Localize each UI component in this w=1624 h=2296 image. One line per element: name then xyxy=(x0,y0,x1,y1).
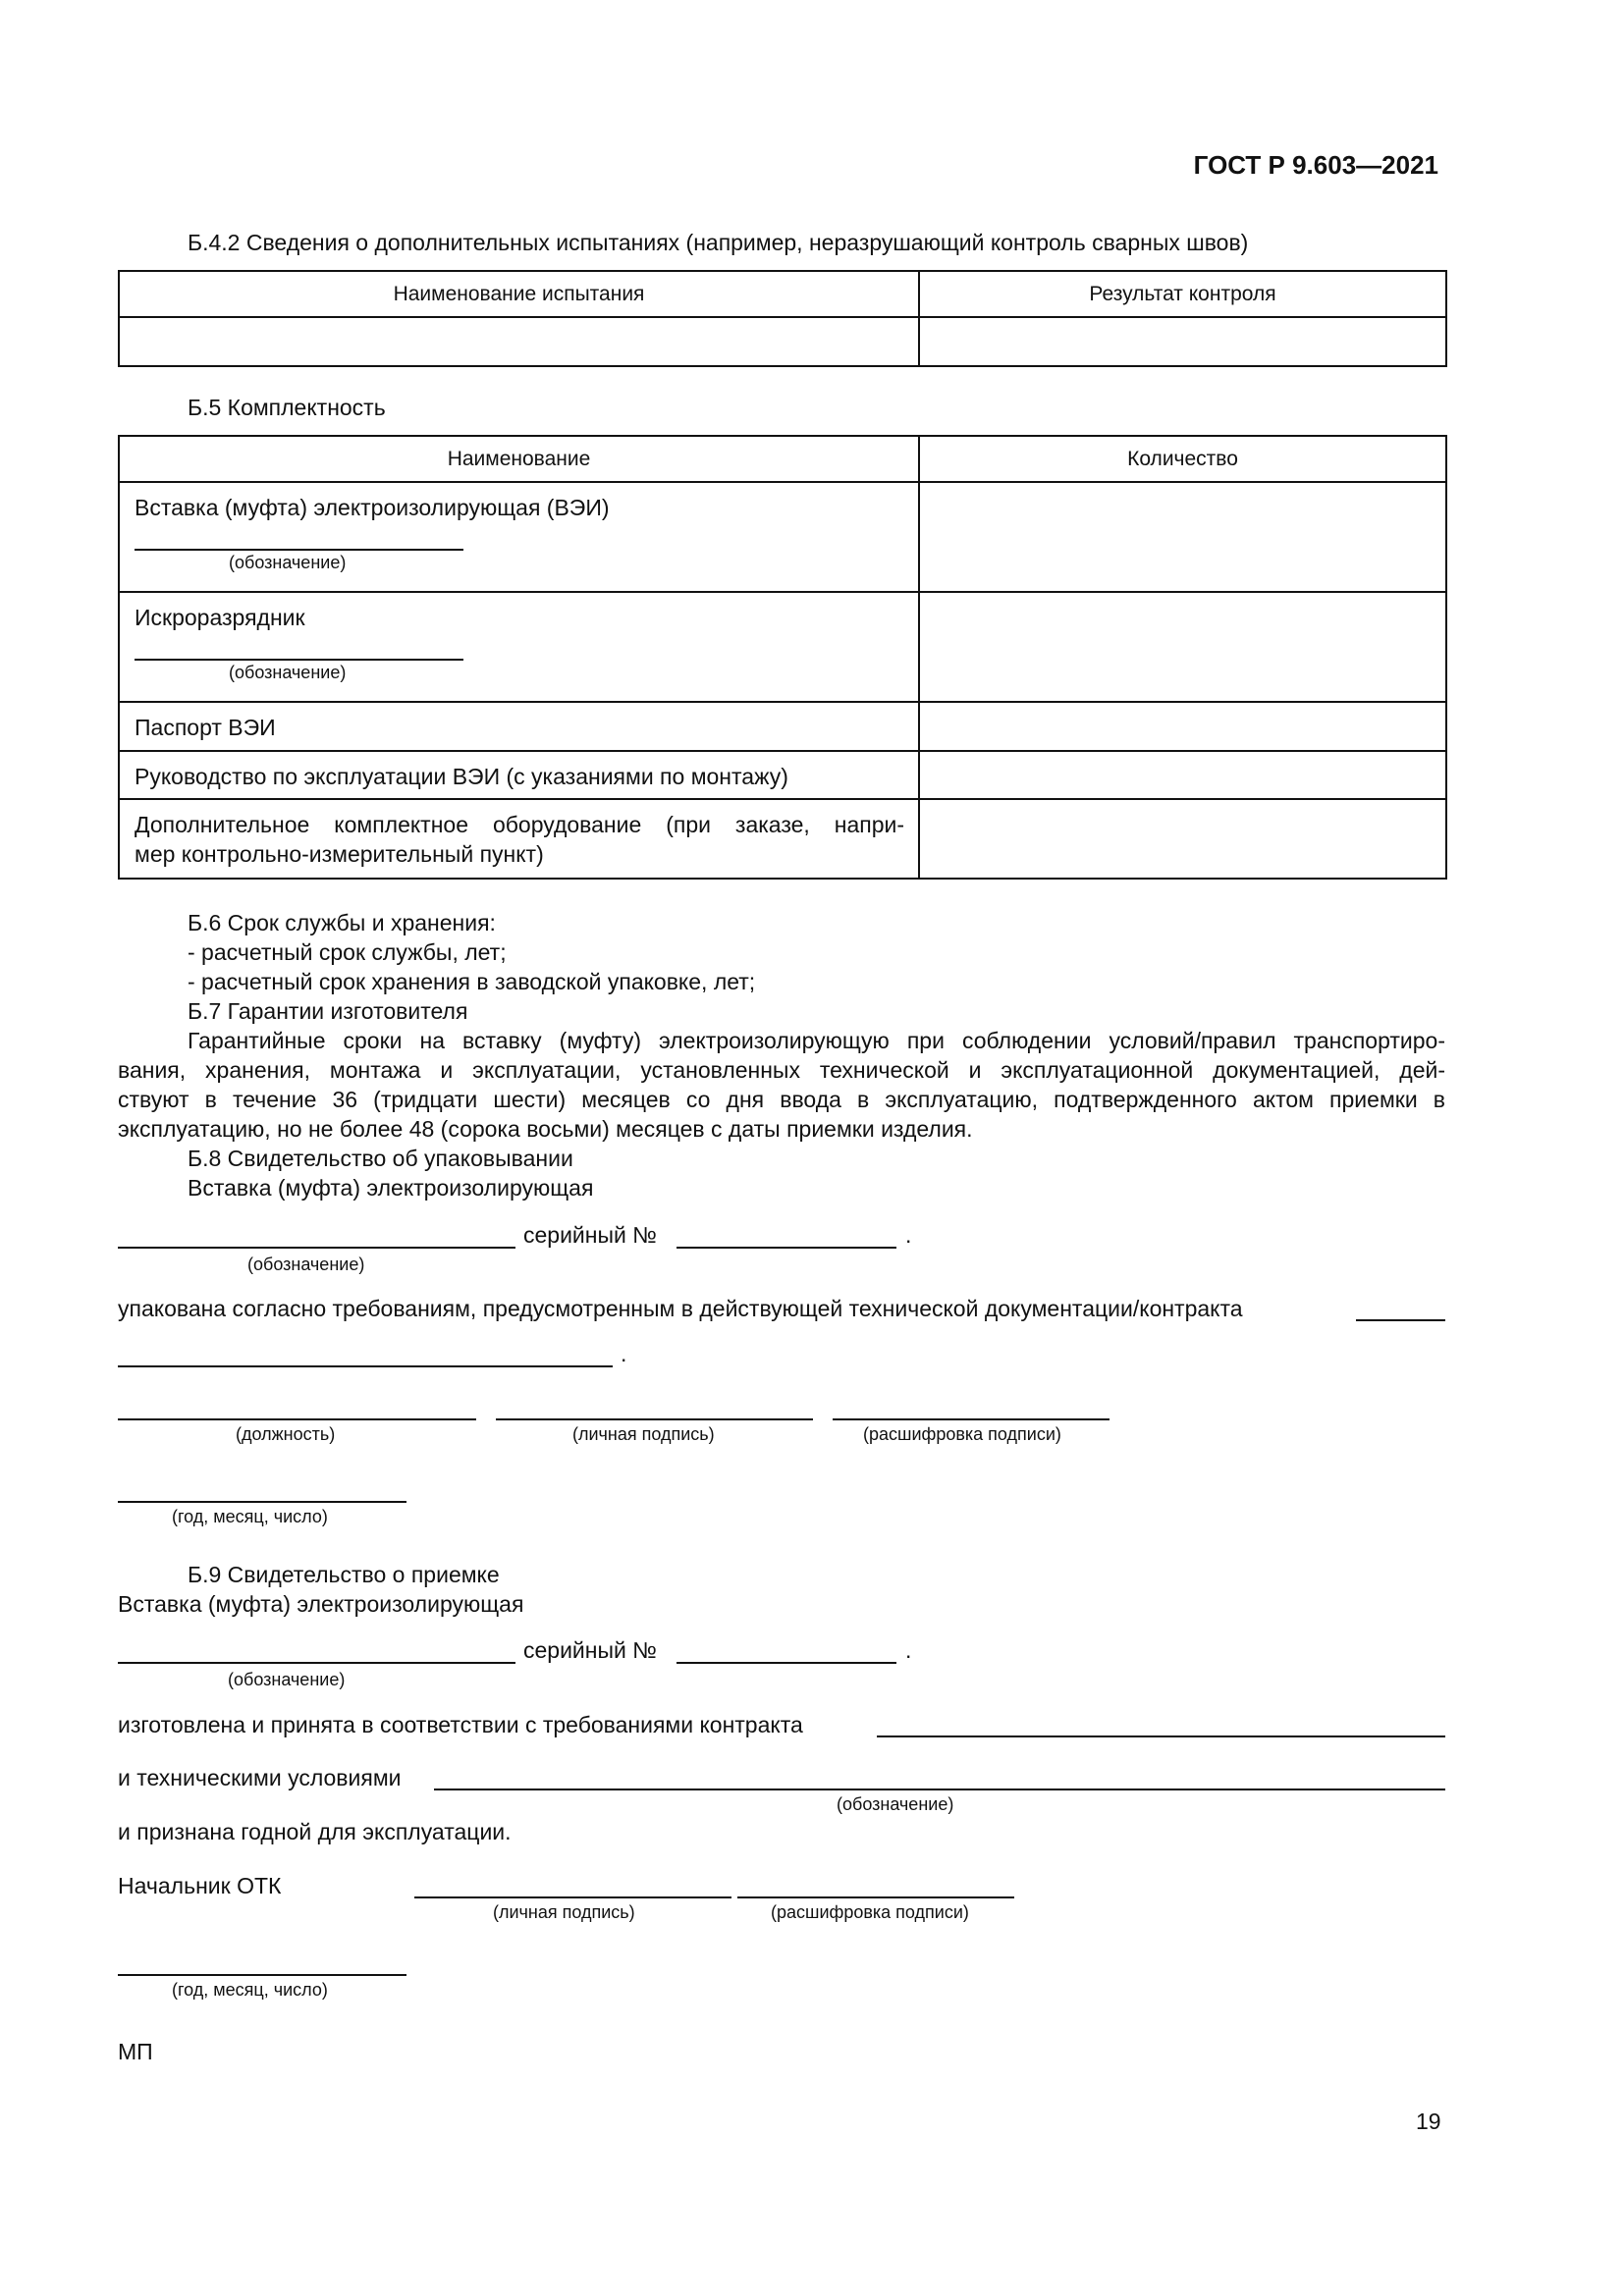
contract-line-2 xyxy=(118,1365,613,1367)
designation-caption: (обозначение) xyxy=(228,1670,346,1689)
designation-caption: (обозначение) xyxy=(247,1255,365,1274)
position-line xyxy=(118,1418,476,1420)
stamp-mark: МП xyxy=(118,2039,153,2064)
signature-decoding-caption: (расшифровка подписи) xyxy=(863,1424,1061,1444)
table-cell xyxy=(119,702,919,751)
section-b9-title: Б.9 Свидетельство о приемке xyxy=(188,1562,500,1587)
quantity-cell xyxy=(919,592,1446,702)
otk-label: Начальник ОТК xyxy=(118,1873,282,1898)
signature-line xyxy=(496,1418,813,1420)
serial-number-line xyxy=(677,1247,896,1249)
table-cell xyxy=(119,592,919,702)
quantity-cell xyxy=(919,482,1446,592)
table-cell xyxy=(119,799,919,879)
table-row xyxy=(119,702,1446,751)
section-b42-title: Б.4.2 Сведения о дополнительных испытаниях (например, неразрушающий контроль сварных швов) xyxy=(188,230,1249,255)
table-row xyxy=(119,592,1446,702)
section-b8-title: Б.8 Свидетельство об упаковывании xyxy=(188,1146,573,1171)
quantity-cell xyxy=(919,799,1446,879)
table-cell xyxy=(919,317,1446,366)
section-b5-title: Б.5 Комплектность xyxy=(188,395,386,420)
date-line xyxy=(118,1974,406,1976)
paragraph-line: вания, хранения, монтажа и эксплуатации, установленных технической и эксплуатационной документацией, дей- xyxy=(118,1057,1445,1083)
signature-decoding-line xyxy=(833,1418,1110,1420)
col-header-test-name: Наименование испытания xyxy=(119,271,919,317)
signature-caption: (личная подпись) xyxy=(493,1902,635,1922)
serial-label: серийный № xyxy=(523,1222,657,1248)
paragraph-line: ствуют в течение 36 (тридцати шести) месяцев со дня ввода в эксплуатацию, подтвержденного актом приемки в xyxy=(118,1087,1445,1112)
signature-decoding-caption: (расшифровка подписи) xyxy=(771,1902,969,1922)
period: . xyxy=(905,1637,912,1663)
made-text: изготовлена и принята в соответствии с требованиями контракта xyxy=(118,1712,803,1737)
fit-text: и признана годной для эксплуатации. xyxy=(118,1819,512,1844)
col-header-control-result: Результат контроля xyxy=(919,271,1446,317)
item-name: Паспорт ВЭИ xyxy=(135,715,276,740)
table-row xyxy=(119,751,1446,799)
designation-caption: (обозначение) xyxy=(229,553,347,572)
completeness-table xyxy=(118,435,1447,880)
section-b7-title: Б.7 Гарантии изготовителя xyxy=(188,998,468,1024)
list-item: - расчетный срок хранения в заводской упаковке, лет; xyxy=(188,969,756,994)
serial-number-line xyxy=(677,1662,896,1664)
item-name: Вставка (муфта) электроизолирующая (ВЭИ) xyxy=(135,495,610,520)
item-name-line-2: мер контрольно-измерительный пункт) xyxy=(135,841,544,867)
date-caption: (год, месяц, число) xyxy=(172,1980,328,2000)
designation-line xyxy=(118,1247,515,1249)
paragraph-line: Гарантийные сроки на вставку (муфту) электроизолирующую при соблюдении условий/правил транспортиро- xyxy=(188,1028,1445,1053)
table-cell xyxy=(119,482,919,592)
designation-line xyxy=(135,659,463,661)
quantity-cell xyxy=(919,751,1446,799)
period: . xyxy=(621,1341,627,1366)
product-name: Вставка (муфта) электроизолирующая xyxy=(118,1591,524,1617)
product-name: Вставка (муфта) электроизолирующая xyxy=(188,1175,594,1201)
tu-line xyxy=(434,1789,1445,1790)
col-header-quantity: Количество xyxy=(919,436,1446,482)
paragraph-line: эксплуатацию, но не более 48 (сорока восьми) месяцев с даты приемки изделия. xyxy=(118,1116,973,1142)
item-name: Руководство по эксплуатации ВЭИ (с указаниями по монтажу) xyxy=(135,764,788,789)
tu-text: и техническими условиями xyxy=(118,1765,402,1790)
signature-decoding-line xyxy=(737,1896,1014,1898)
tests-table-header-row xyxy=(119,271,1446,317)
item-name: Искроразрядник xyxy=(135,605,305,630)
list-item: - расчетный срок службы, лет; xyxy=(188,939,507,965)
signature-caption: (личная подпись) xyxy=(572,1424,715,1444)
position-caption: (должность) xyxy=(236,1424,336,1444)
table-row xyxy=(119,482,1446,592)
table-cell xyxy=(119,751,919,799)
tests-table-empty-row xyxy=(119,317,1446,366)
designation-caption: (обозначение) xyxy=(229,663,347,682)
designation-line xyxy=(118,1662,515,1664)
designation-line xyxy=(135,549,463,551)
period: . xyxy=(905,1222,912,1248)
contract-line xyxy=(877,1735,1445,1737)
table-row xyxy=(119,799,1446,879)
quantity-cell xyxy=(919,702,1446,751)
col-header-name: Наименование xyxy=(119,436,919,482)
tests-table xyxy=(118,270,1447,367)
item-name-line-1: Дополнительное комплектное оборудование (при заказе, напри- xyxy=(135,812,904,837)
table-cell xyxy=(119,317,919,366)
packed-text: упакована согласно требованиям, предусмотренным в действующей технической документации/контракта xyxy=(118,1296,1243,1321)
completeness-header-row xyxy=(119,436,1446,482)
contract-line xyxy=(1356,1319,1445,1321)
serial-label: серийный № xyxy=(523,1637,657,1663)
signature-line xyxy=(414,1896,731,1898)
date-caption: (год, месяц, число) xyxy=(172,1507,328,1526)
page-number: 19 xyxy=(1416,2109,1441,2134)
date-line xyxy=(118,1501,406,1503)
tu-caption: (обозначение) xyxy=(837,1794,954,1814)
section-b6-title: Б.6 Срок службы и хранения: xyxy=(188,910,496,935)
doc-header: ГОСТ Р 9.603—2021 xyxy=(1193,150,1438,180)
